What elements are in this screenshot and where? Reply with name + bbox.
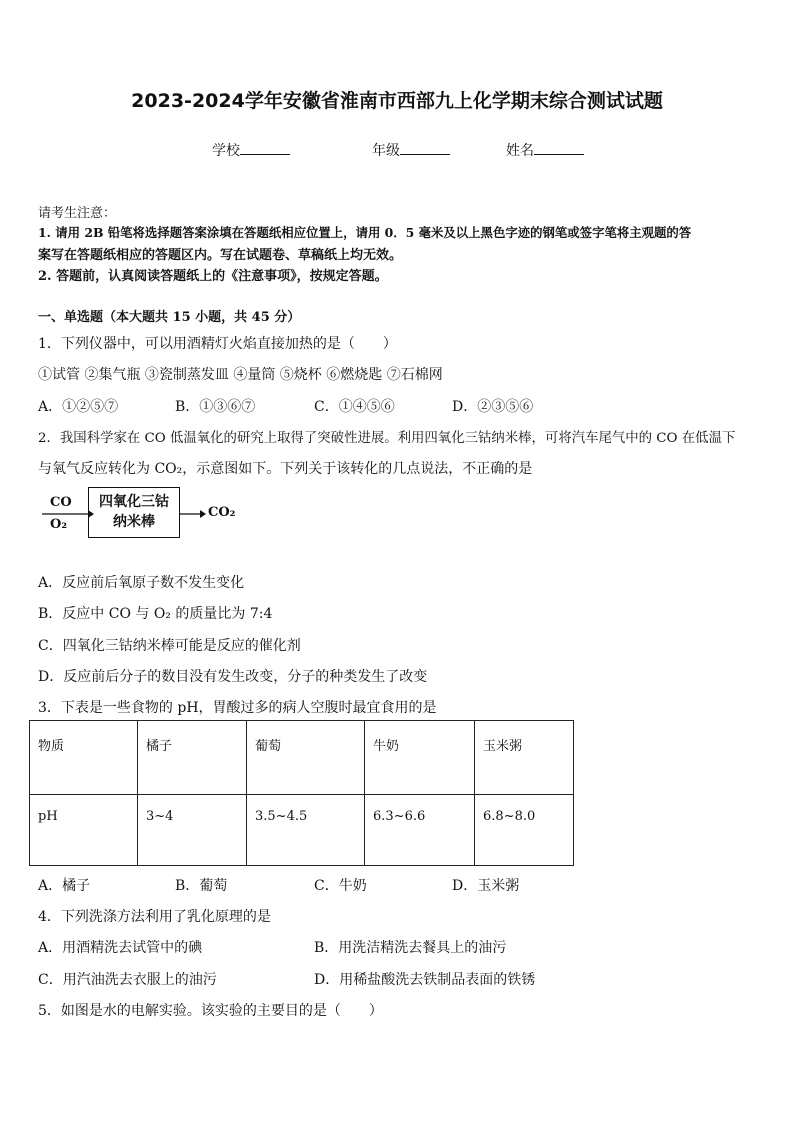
q1-option-c: C．①④⑤⑥ <box>314 399 395 415</box>
table-cell: 3~4 <box>138 795 247 866</box>
notice-line-2: 2. 答题前，认真阅读答题纸上的《注意事项》，按规定答题。 <box>38 269 388 284</box>
q5-stem: 5．如图是水的电解实验。该实验的主要目的是（ ） <box>38 1003 383 1019</box>
name-field <box>506 140 584 160</box>
q2-stem-1: 2．我国科学家在 CO 低温氧化的研究上取得了突破性进展。利用四氧化三钴纳米棒，可将汽车尾气中的 CO 在低温下 <box>38 431 736 446</box>
reactant-co: CO <box>50 495 72 510</box>
q3-option-d: D．玉米粥 <box>452 878 520 894</box>
ph-table <box>29 720 574 866</box>
catalyst-label-2: 纳米棒 <box>113 514 155 530</box>
q2-option-a: A．反应前后氧原子数不发生变化 <box>38 575 245 591</box>
table-cell: pH <box>30 795 138 866</box>
table-cell: 牛奶 <box>365 721 475 795</box>
q3-option-b: B．葡萄 <box>175 878 228 894</box>
table-cell: 葡萄 <box>247 721 365 795</box>
grade-label: 年级 <box>372 143 400 159</box>
q1-items: ①试管 ②集气瓶 ③瓷制蒸发皿 ④量筒 ⑤烧杯 ⑥燃烧匙 ⑦石棉网 <box>38 367 443 383</box>
q1-option-b: B．①③⑥⑦ <box>175 399 256 415</box>
q3-option-a: A．橘子 <box>38 878 91 894</box>
q2-option-c: C．四氧化三钴纳米棒可能是反应的催化剂 <box>38 638 301 654</box>
q3-option-c: C．牛奶 <box>314 878 367 894</box>
q1-stem: 1．下列仪器中，可以用酒精灯火焰直接加热的是（ ） <box>38 336 397 352</box>
section-heading: 一、单选题（本大题共 15 小题，共 45 分） <box>38 310 301 325</box>
product-co2: CO₂ <box>208 505 236 520</box>
q3-stem: 3．下表是一些食物的 pH，胃酸过多的病人空腹时最宜食用的是 <box>38 700 437 716</box>
notice-line-1b: 案写在答题纸相应的答题区内。写在试题卷、草稿纸上均无效。 <box>38 248 403 263</box>
grade-field <box>372 140 450 160</box>
table-cell: 6.3~6.6 <box>365 795 475 866</box>
table-cell: 3.5~4.5 <box>247 795 365 866</box>
q4-option-c: C．用汽油洗去衣服上的油污 <box>38 972 217 988</box>
table-header-row <box>30 721 574 795</box>
page-title: 2023-2024学年安徽省淮南市西部九上化学期末综合测试试题 <box>131 90 663 112</box>
catalyst-box <box>88 487 180 538</box>
catalyst-label-1: 四氧化三钴 <box>99 494 169 510</box>
table-cell: 玉米粥 <box>475 721 574 795</box>
table-row <box>30 795 574 866</box>
table-cell: 6.8~8.0 <box>475 795 574 866</box>
q1-option-d: D．②③⑤⑥ <box>452 399 534 415</box>
q4-stem: 4．下列洗涤方法利用了乳化原理的是 <box>38 909 271 925</box>
school-label: 学校 <box>212 143 240 159</box>
q4-option-d: D．用稀盐酸洗去铁制品表面的铁锈 <box>314 972 536 988</box>
q2-option-b: B．反应中 CO 与 O₂ 的质量比为 7:4 <box>38 606 273 622</box>
notice-heading: 请考生注意： <box>38 206 117 221</box>
name-blank <box>534 140 584 155</box>
q2-option-d: D．反应前后分子的数目没有发生改变，分子的种类发生了改变 <box>38 669 428 685</box>
q1-option-a: A．①②⑤⑦ <box>38 399 119 415</box>
q2-stem-2: 与氧气反应转化为 CO₂，示意图如下。下列关于该转化的几点说法，不正确的是 <box>38 461 533 477</box>
grade-blank <box>400 140 450 155</box>
name-label: 姓名 <box>506 143 534 159</box>
q4-option-a: A．用酒精洗去试管中的碘 <box>38 940 203 956</box>
reactant-o2: O₂ <box>50 517 68 532</box>
table-cell: 物质 <box>30 721 138 795</box>
q4-option-b: B．用洗洁精洗去餐具上的油污 <box>314 940 507 956</box>
output-arrow-head <box>200 510 206 518</box>
school-field <box>212 140 290 160</box>
table-cell: 橘子 <box>138 721 247 795</box>
school-blank <box>240 140 290 155</box>
notice-line-1a: 1. 请用 2B 铅笔将选择题答案涂填在答题纸相应位置上，请用 0．5 毫米及以上黑色字迹的钢笔或签字笔将主观题的答 <box>38 225 692 240</box>
